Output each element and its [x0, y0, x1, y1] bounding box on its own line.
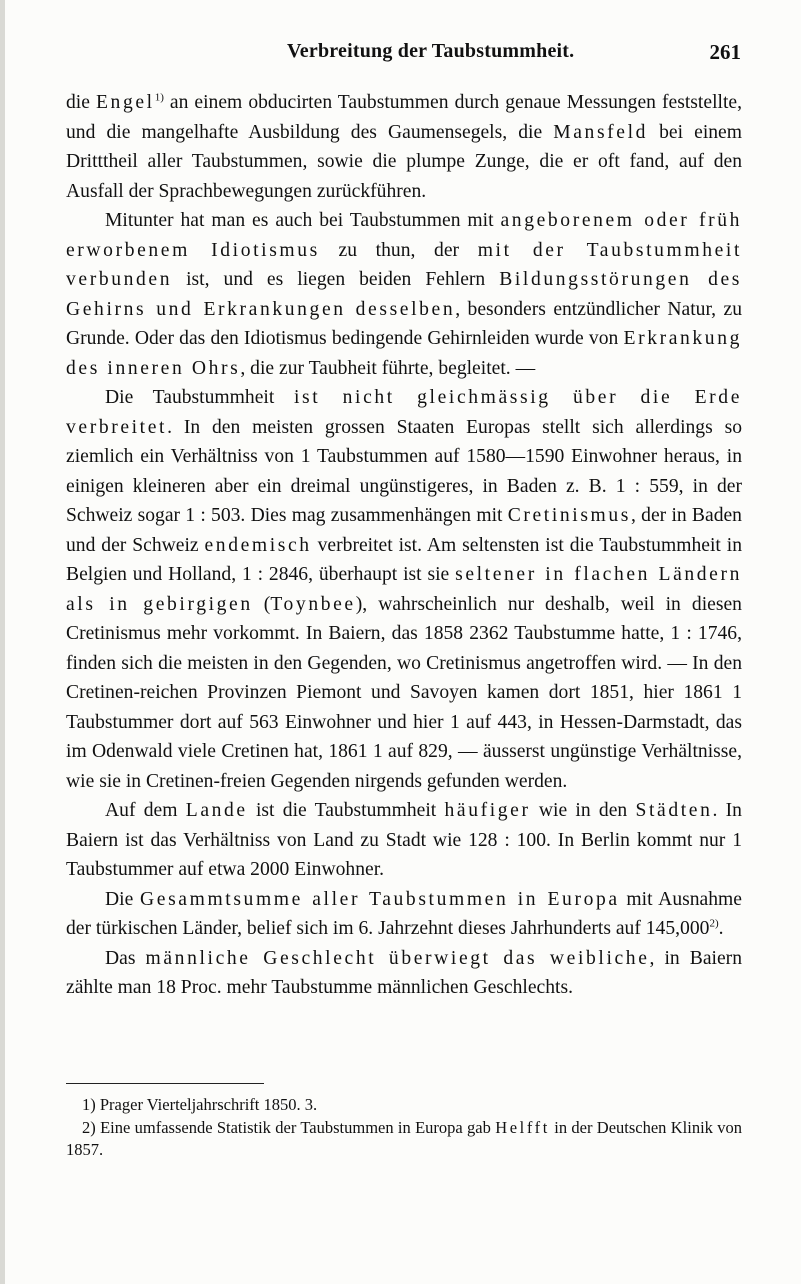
spaced-emphasis: endemisch	[204, 534, 312, 556]
text-run: . In Baiern ist das Verhältniss von Land zu Stadt wie 128 : 100. In Berlin kommt nur 1 Taubstummer auf etwa 2000 Einwohner.	[66, 800, 742, 880]
text-run: bei einem Dritttheil aller Taubstummen, sowie die plumpe Zunge, die er oft fand, auf den Ausfall der Sprachbewegungen zurückführen.	[66, 121, 742, 202]
spaced-emphasis: ist nicht gleichmässig über die Erde verbreitet	[66, 387, 742, 438]
text-run: ist, und es liegen beiden Fehlern	[172, 269, 500, 290]
spaced-emphasis: mit der Taubstummheit verbunden	[66, 239, 742, 290]
text-run: ist die Taubstummheit	[247, 800, 445, 821]
spaced-emphasis: angeborenem oder früh erworbenem Idiotismus	[66, 210, 742, 261]
footnote-marker: 1)	[154, 91, 164, 104]
spaced-emphasis: Lande	[185, 800, 248, 821]
spaced-emphasis: Städten	[635, 800, 713, 821]
paragraph	[66, 885, 742, 944]
text-run: ), wahrscheinlich nur deshalb, weil in diesen Cretinismus mehr vorkommt. In Baiern, das 1858 2362 Taubstumme hatte, 1 : 1746, finden sich die meisten in den Gegenden, wo Cretinismus angetroffen wird. — In den Cretinen-reichen Provinzen Piemont und Savoyen kamen dort 1851, hier 1861 1 Taubstummer dort auf 563 Einwohner und hier 1 auf 443, in Hessen-Darmstadt, das im Odenwald viele Cretinen hat, 1861 1 auf 829, — äusserst ungünstige Verhältnisse, wie sie in Cretinen-freien Gegenden nirgends gefunden werden.	[66, 593, 742, 792]
page-edge-shadow	[0, 0, 5, 1284]
text-run: Das	[105, 947, 146, 969]
text-run: , der in Baden und der Schweiz	[66, 505, 742, 556]
footnote-marker: 2)	[709, 917, 719, 930]
text-run: Die	[105, 888, 141, 910]
spaced-emphasis: Cretinismus	[507, 505, 632, 526]
body-text	[66, 88, 742, 1003]
footnote	[66, 1117, 742, 1162]
spaced-emphasis: Toynbee	[270, 593, 356, 615]
text-run: die	[66, 92, 96, 113]
text-run: wie in den	[530, 800, 636, 821]
spaced-emphasis: seltener in flachen Ländern als in gebirgigen	[66, 564, 742, 615]
running-title: Verbreitung der Taubstummheit.	[287, 40, 575, 62]
text-run: Auf dem	[105, 800, 186, 821]
spaced-emphasis: Erkrankung des inneren Ohrs	[66, 328, 742, 379]
text-run: 1) Prager Vierteljahrschrift 1850. 3.	[82, 1095, 318, 1114]
footnotes	[66, 1094, 742, 1162]
text-run: verbreitet ist. Am seltensten ist die Taubstummheit in Belgien und Holland, 1 : 2846, überhaupt ist sie	[66, 534, 742, 585]
text-run: in der Deutschen Klinik von 1857.	[66, 1117, 742, 1159]
running-header	[0, 40, 801, 74]
spaced-emphasis: Gesammtsumme aller Taubstummen in Europa	[140, 888, 620, 910]
spaced-emphasis: Helfft	[495, 1117, 550, 1137]
text-run: .	[718, 918, 724, 939]
text-run: . In den meisten grossen Staaten Europas stellt sich allerdings so ziemlich ein Verhältniss von 1 Taubstummen auf 1580—1590 Einwohner heraus, in einigen kleineren aber ein dreimal ungünstigeres, in Baden z. B. 1 : 559, in der Schweiz sogar 1 : 503. Dies mag zusammenhängen mit	[66, 416, 742, 526]
spaced-emphasis: Mansfeld	[553, 121, 649, 143]
text-run: an einem obducirten Taubstummen durch genaue Messungen feststellte, und die mangelhafte Ausbildung des Gaumensegels, die	[66, 92, 742, 143]
paragraph	[66, 796, 742, 885]
paragraph	[66, 206, 742, 383]
spaced-emphasis: Engel	[95, 92, 155, 113]
paragraph	[66, 383, 742, 796]
text-run: , die zur Taubheit führte, begleitet. —	[240, 357, 536, 379]
text-run: zu thun, der	[319, 239, 478, 261]
text-run: mit Ausnahme der türkischen Länder, belief sich im 6. Jahrzehnt dieses Jahrhunderts auf 145,000	[66, 888, 742, 939]
paragraph	[66, 88, 742, 206]
footnote	[66, 1094, 742, 1117]
spaced-emphasis: häufiger	[444, 800, 531, 821]
paragraph	[66, 944, 742, 1003]
text-run: , in Baiern zählte man 18 Proc. mehr Taubstumme männlichen Geschlechts.	[66, 947, 742, 998]
text-run: 2) Eine umfassende Statistik der Taubstummen in Europa gab	[82, 1117, 496, 1137]
footnote-separator	[66, 1083, 264, 1084]
text-run: Die Taubstummheit	[105, 387, 295, 408]
text-run: (	[252, 593, 271, 615]
spaced-emphasis: Bildungsstörungen des Gehirns und Erkrankungen desselben	[66, 269, 742, 320]
text-run: Mitunter hat man es auch bei Taubstummen mit	[105, 210, 501, 231]
page-number: 261	[709, 40, 741, 64]
spaced-emphasis: männliche Geschlecht überwiegt das weibliche	[145, 947, 650, 969]
text-run: , besonders entzündlicher Natur, zu Grunde. Oder das den Idiotismus bedingende Gehirnleiden wurde von	[66, 298, 742, 349]
